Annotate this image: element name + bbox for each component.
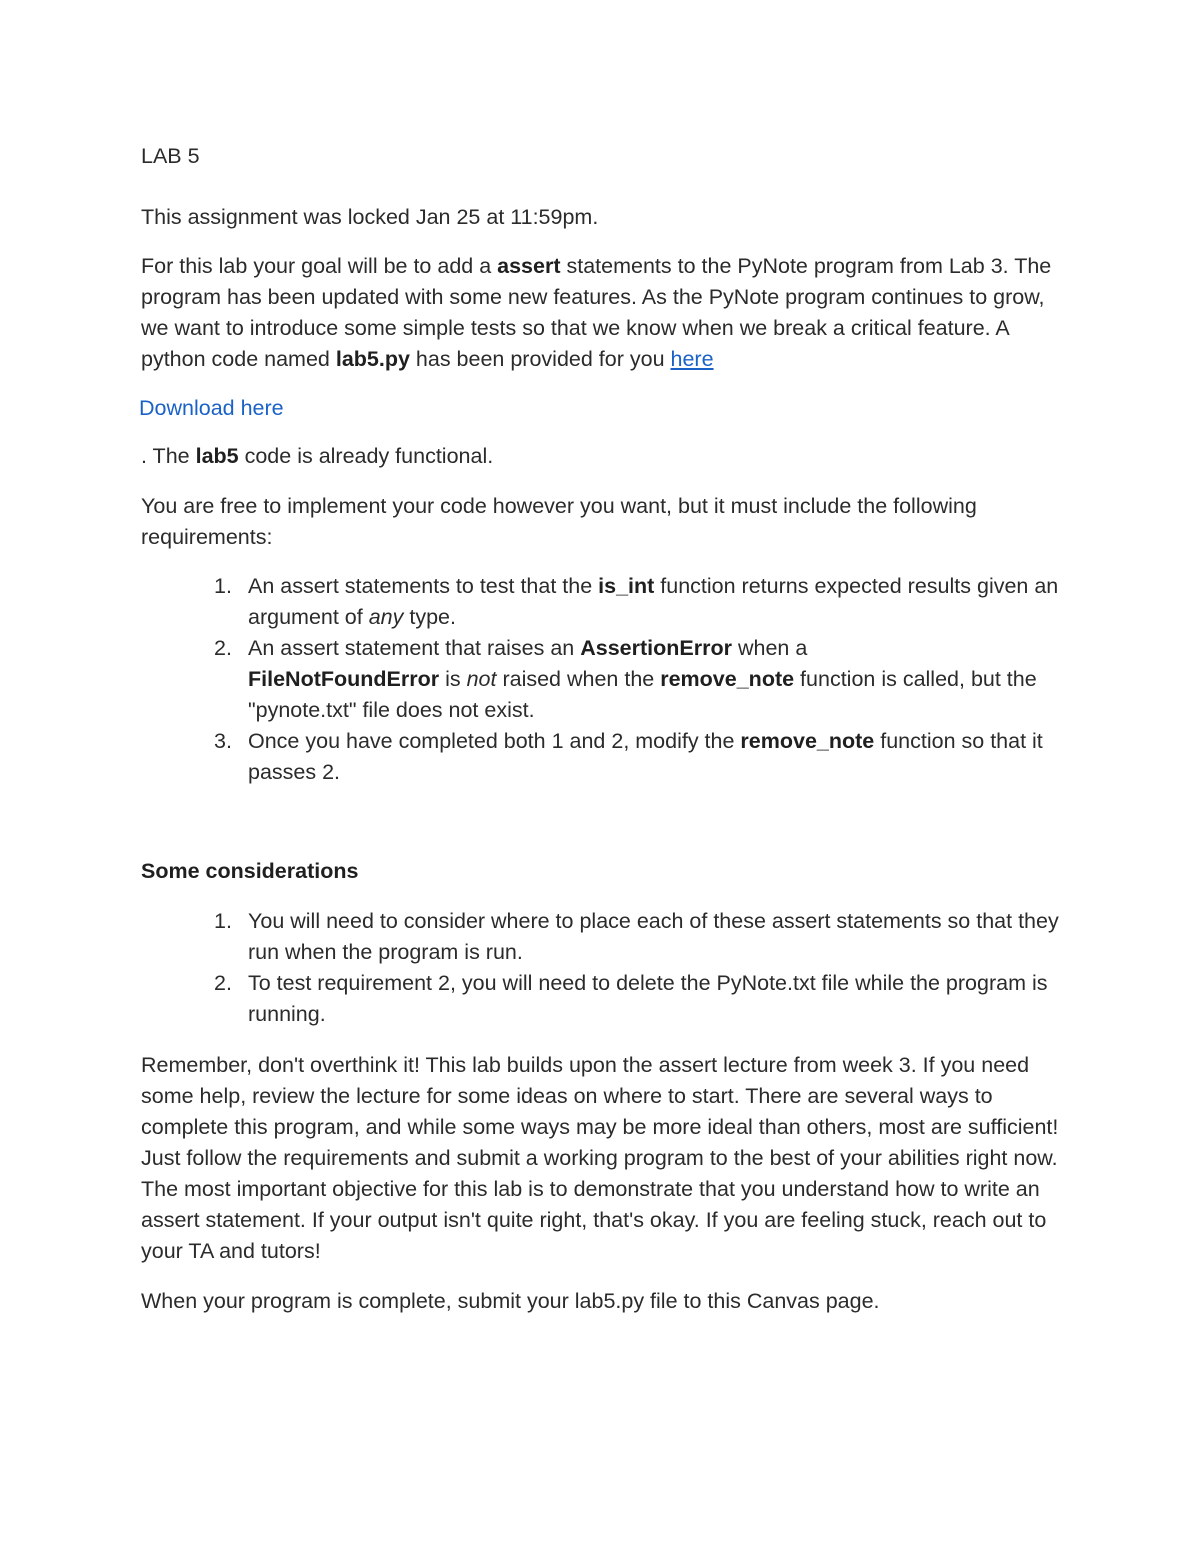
list-item: 1. An assert statements to test that the is_int function returns expected results given an argument of any type. <box>214 574 1059 629</box>
intro-paragraph: For this lab your goal will be to add a assert statements to the PyNote program from Lab 3. The program has been updated with some new features. As the PyNote program continues to grow, we want to introduce some simple tests so that we know when we break a critical feature. A python code named lab5.py has been provided for you here <box>141 254 1052 371</box>
lock-notice: This assignment was locked Jan 25 at 11:59pm. <box>141 205 599 229</box>
list-item: 2. An assert statement that raises an AssertionError when a FileNotFoundError is not raised when the remove_note function is called, but the "pynote.txt" file does not exist. <box>214 636 1037 722</box>
list-item: 1. You will need to consider where to place each of these assert statements so that they run when the program is run. <box>214 909 1059 964</box>
functional-note: . The lab5 code is already functional. <box>141 444 494 468</box>
page-title: LAB 5 <box>141 144 200 168</box>
requirements-intro: You are free to implement your code however you want, but it must include the following requirements: <box>141 494 977 549</box>
remember-paragraph: Remember, don't overthink it! This lab builds upon the assert lecture from week 3. If you need some help, review the lecture for some ideas on where to start. There are several ways to complete this program, and while some ways may be more ideal than others, most are sufficient! Just follow the requirements and submit a working program to the best of your abilities right now. The most important objective for this lab is to demonstrate that you understand how to write an assert statement. If your output isn't quite right, that's okay. If you are feeling stuck, reach out to your TA and tutors! <box>141 1053 1059 1263</box>
submit-instruction: When your program is complete, submit your lab5.py file to this Canvas page. <box>141 1289 880 1313</box>
considerations-heading: Some considerations <box>141 859 359 883</box>
here-link[interactable]: here <box>670 347 714 371</box>
lab5-filename: lab5.py <box>335 347 410 371</box>
assert-keyword: assert <box>497 254 561 278</box>
list-item: 2. To test requirement 2, you will need to delete the PyNote.txt file while the program is running. <box>214 971 1048 1026</box>
list-item: 3. Once you have completed both 1 and 2, modify the remove_note function so that it passes 2. <box>214 729 1043 784</box>
download-link[interactable]: Download here <box>139 396 284 420</box>
requirements-list <box>141 571 1071 788</box>
considerations-list <box>141 906 1071 1030</box>
